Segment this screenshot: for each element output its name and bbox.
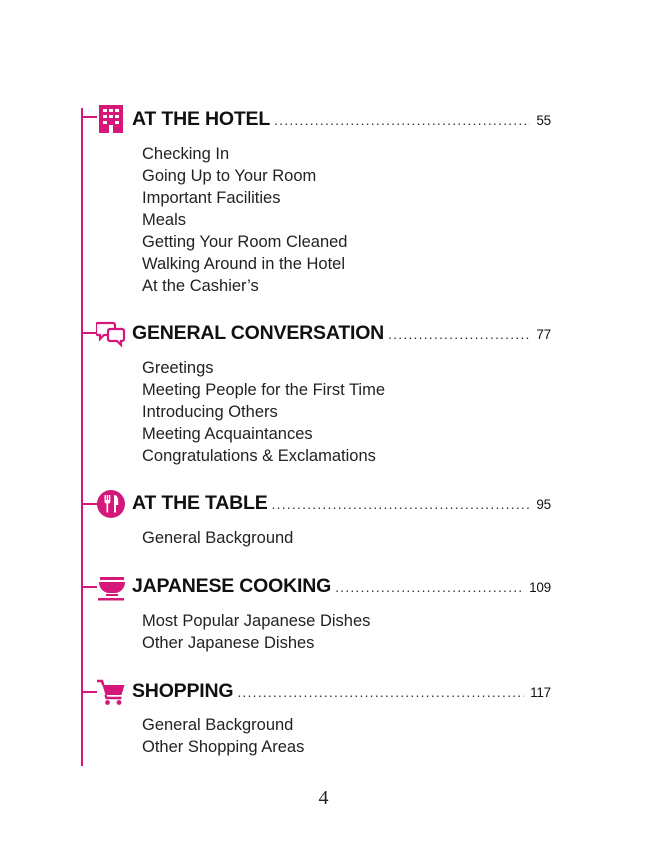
dot-leader (274, 112, 530, 128)
section-page-number: 117 (530, 685, 551, 700)
timeline-tick (81, 691, 97, 693)
toc-section-shopping (81, 676, 551, 760)
subtopic-list (142, 714, 304, 758)
section-page-number: 55 (536, 113, 551, 128)
toc-section-at-the-hotel (81, 106, 551, 296)
subtopic-item[interactable]: Other Japanese Dishes (142, 634, 315, 652)
subtopic-item[interactable]: Meals (142, 211, 187, 229)
subtopic-item[interactable]: Walking Around in the Hotel (142, 255, 346, 273)
subtopic-list (142, 357, 385, 467)
subtopic-item[interactable]: Introducing Others (142, 403, 278, 421)
subtopic-list (142, 610, 370, 654)
subtopic-item[interactable]: Meeting People for the First Time (142, 381, 386, 399)
section-title: AT THE TABLE (132, 492, 268, 514)
section-title: JAPANESE COOKING (132, 575, 332, 597)
shopping-cart-icon (96, 677, 126, 707)
section-title: SHOPPING (132, 680, 234, 702)
section-page-number: 77 (536, 327, 551, 342)
subtopic-item[interactable]: Congratulations & Exclamations (142, 447, 376, 465)
timeline-tick (81, 116, 97, 118)
subtopic-item[interactable]: Most Popular Japanese Dishes (142, 612, 371, 630)
subtopic-item[interactable]: Important Facilities (142, 189, 281, 207)
subtopic-list (142, 143, 347, 297)
page-number: 4 (318, 787, 329, 809)
subtopic-item[interactable]: At the Cashier’s (142, 277, 259, 295)
subtopic-item[interactable]: Other Shopping Areas (142, 738, 305, 756)
dot-leader (335, 579, 523, 595)
section-heading[interactable] (132, 108, 551, 131)
dot-leader (272, 496, 531, 512)
toc-section-general-conversation (81, 318, 551, 468)
timeline-tick (81, 503, 97, 505)
section-title: AT THE HOTEL (132, 108, 271, 130)
subtopic-item[interactable]: Going Up to Your Room (142, 167, 317, 185)
section-page-number: 95 (536, 497, 551, 512)
fork-knife-icon (96, 489, 126, 519)
subtopic-item[interactable]: Meeting Acquaintances (142, 425, 313, 443)
timeline-tick (81, 586, 97, 588)
section-heading[interactable] (132, 322, 551, 345)
subtopic-item[interactable]: Greetings (142, 359, 214, 377)
subtopic-item[interactable]: Checking In (142, 145, 230, 163)
subtopic-item[interactable]: General Background (142, 716, 294, 734)
section-page-number: 109 (529, 580, 551, 595)
toc-section-at-the-table (81, 488, 551, 550)
section-heading[interactable] (132, 680, 551, 703)
section-title: GENERAL CONVERSATION (132, 322, 385, 344)
section-heading[interactable] (132, 492, 551, 515)
subtopic-item[interactable]: General Background (142, 529, 294, 547)
timeline-tick (81, 332, 97, 334)
toc-section-japanese-cooking (81, 572, 551, 656)
speech-bubbles-icon (96, 319, 126, 349)
section-heading[interactable] (132, 575, 551, 598)
hotel-building-icon (96, 104, 126, 134)
subtopic-list (142, 527, 293, 549)
subtopic-item[interactable]: Getting Your Room Cleaned (142, 233, 348, 251)
dot-leader (237, 684, 524, 700)
rice-bowl-icon (96, 574, 126, 604)
dot-leader (388, 326, 530, 342)
